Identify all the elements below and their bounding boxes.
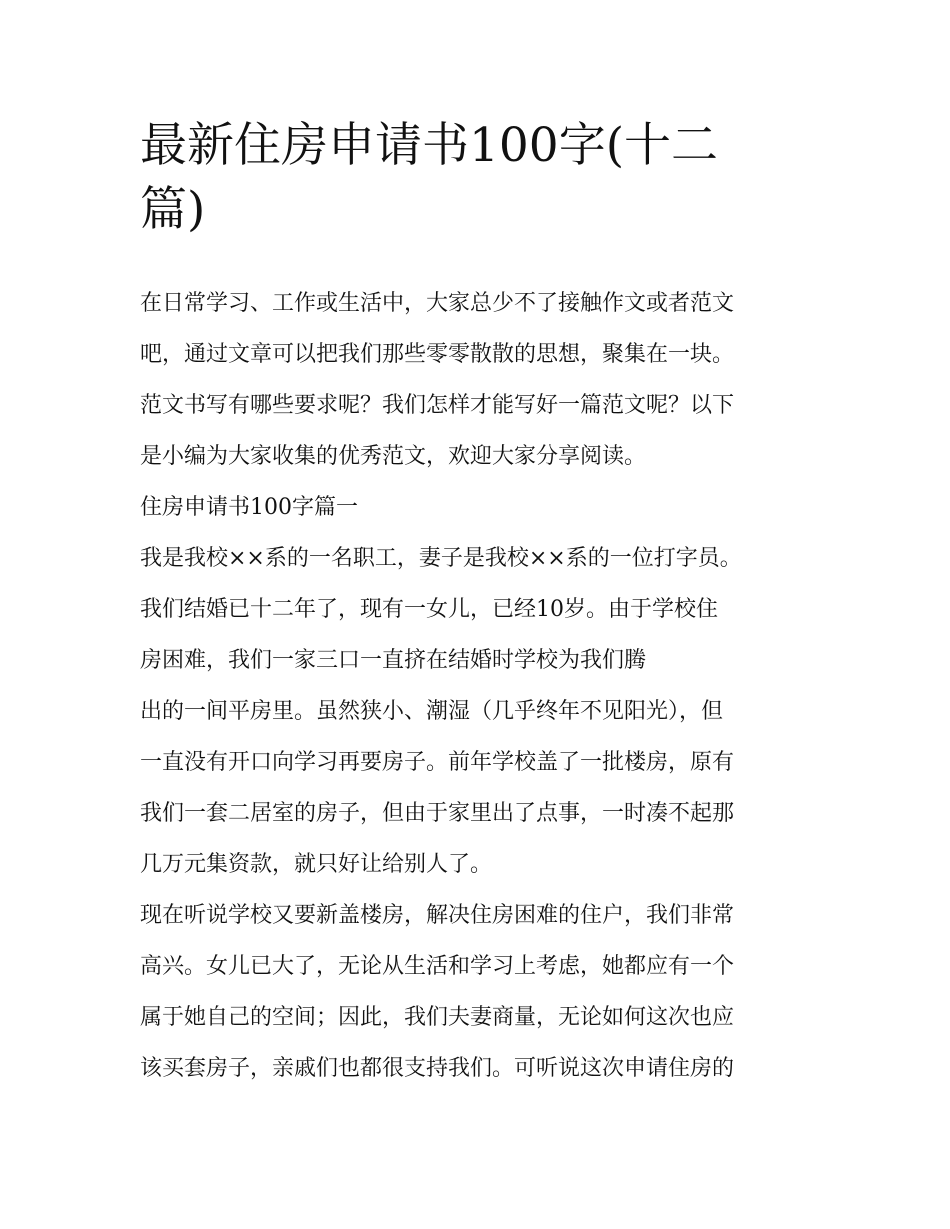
title-line-2: 篇) — [140, 182, 206, 237]
body-line: 我们一套二居室的房子，但由于家里出了点事，一时凑不起那 — [140, 801, 735, 826]
body-line: 属于她自己的空间；因此，我们夫妻商量，无论如何这次也应 — [140, 1005, 735, 1030]
body-line: 是小编为大家收集的优秀范文，欢迎大家分享阅读。 — [140, 444, 647, 469]
body-line: 出的一间平房里。虽然狭小、潮湿（几乎终年不见阳光），但 — [140, 699, 724, 724]
body-line: 房困难，我们一家三口一直挤在结婚时学校为我们腾 — [140, 648, 647, 673]
body-line: 我们结婚已十二年了，现有一女儿，已经10岁。由于学校住 — [140, 597, 718, 622]
body-line: 我是我校××系的一名职工，妻子是我校××系的一位打字员。 — [140, 546, 742, 571]
body-line: 几万元集资款，就只好让给别人了。 — [140, 852, 493, 877]
body-line: 一直没有开口向学习再要房子。前年学校盖了一批楼房，原有 — [140, 750, 735, 775]
body-line: 高兴。女儿已大了，无论从生活和学习上考虑，她都应有一个 — [140, 954, 735, 979]
section-heading: 住房申请书100字篇一 — [140, 495, 358, 520]
body-line: 现在听说学校又要新盖楼房，解决住房困难的住户，我们非常 — [140, 903, 735, 928]
body-line: 吧，通过文章可以把我们那些零零散散的思想，聚集在一块。 — [140, 342, 735, 367]
document-title — [140, 114, 790, 242]
body-line: 该买套房子，亲戚们也都很支持我们。可听说这次申请住房的 — [140, 1056, 735, 1081]
title-line-1: 最新住房申请书100字(十二 — [140, 118, 719, 173]
body-line: 在日常学习、工作或生活中，大家总少不了接触作文或者范文 — [140, 291, 735, 316]
body-line: 范文书写有哪些要求呢？我们怎样才能写好一篇范文呢？以下 — [140, 393, 735, 418]
document-body — [140, 278, 815, 1094]
